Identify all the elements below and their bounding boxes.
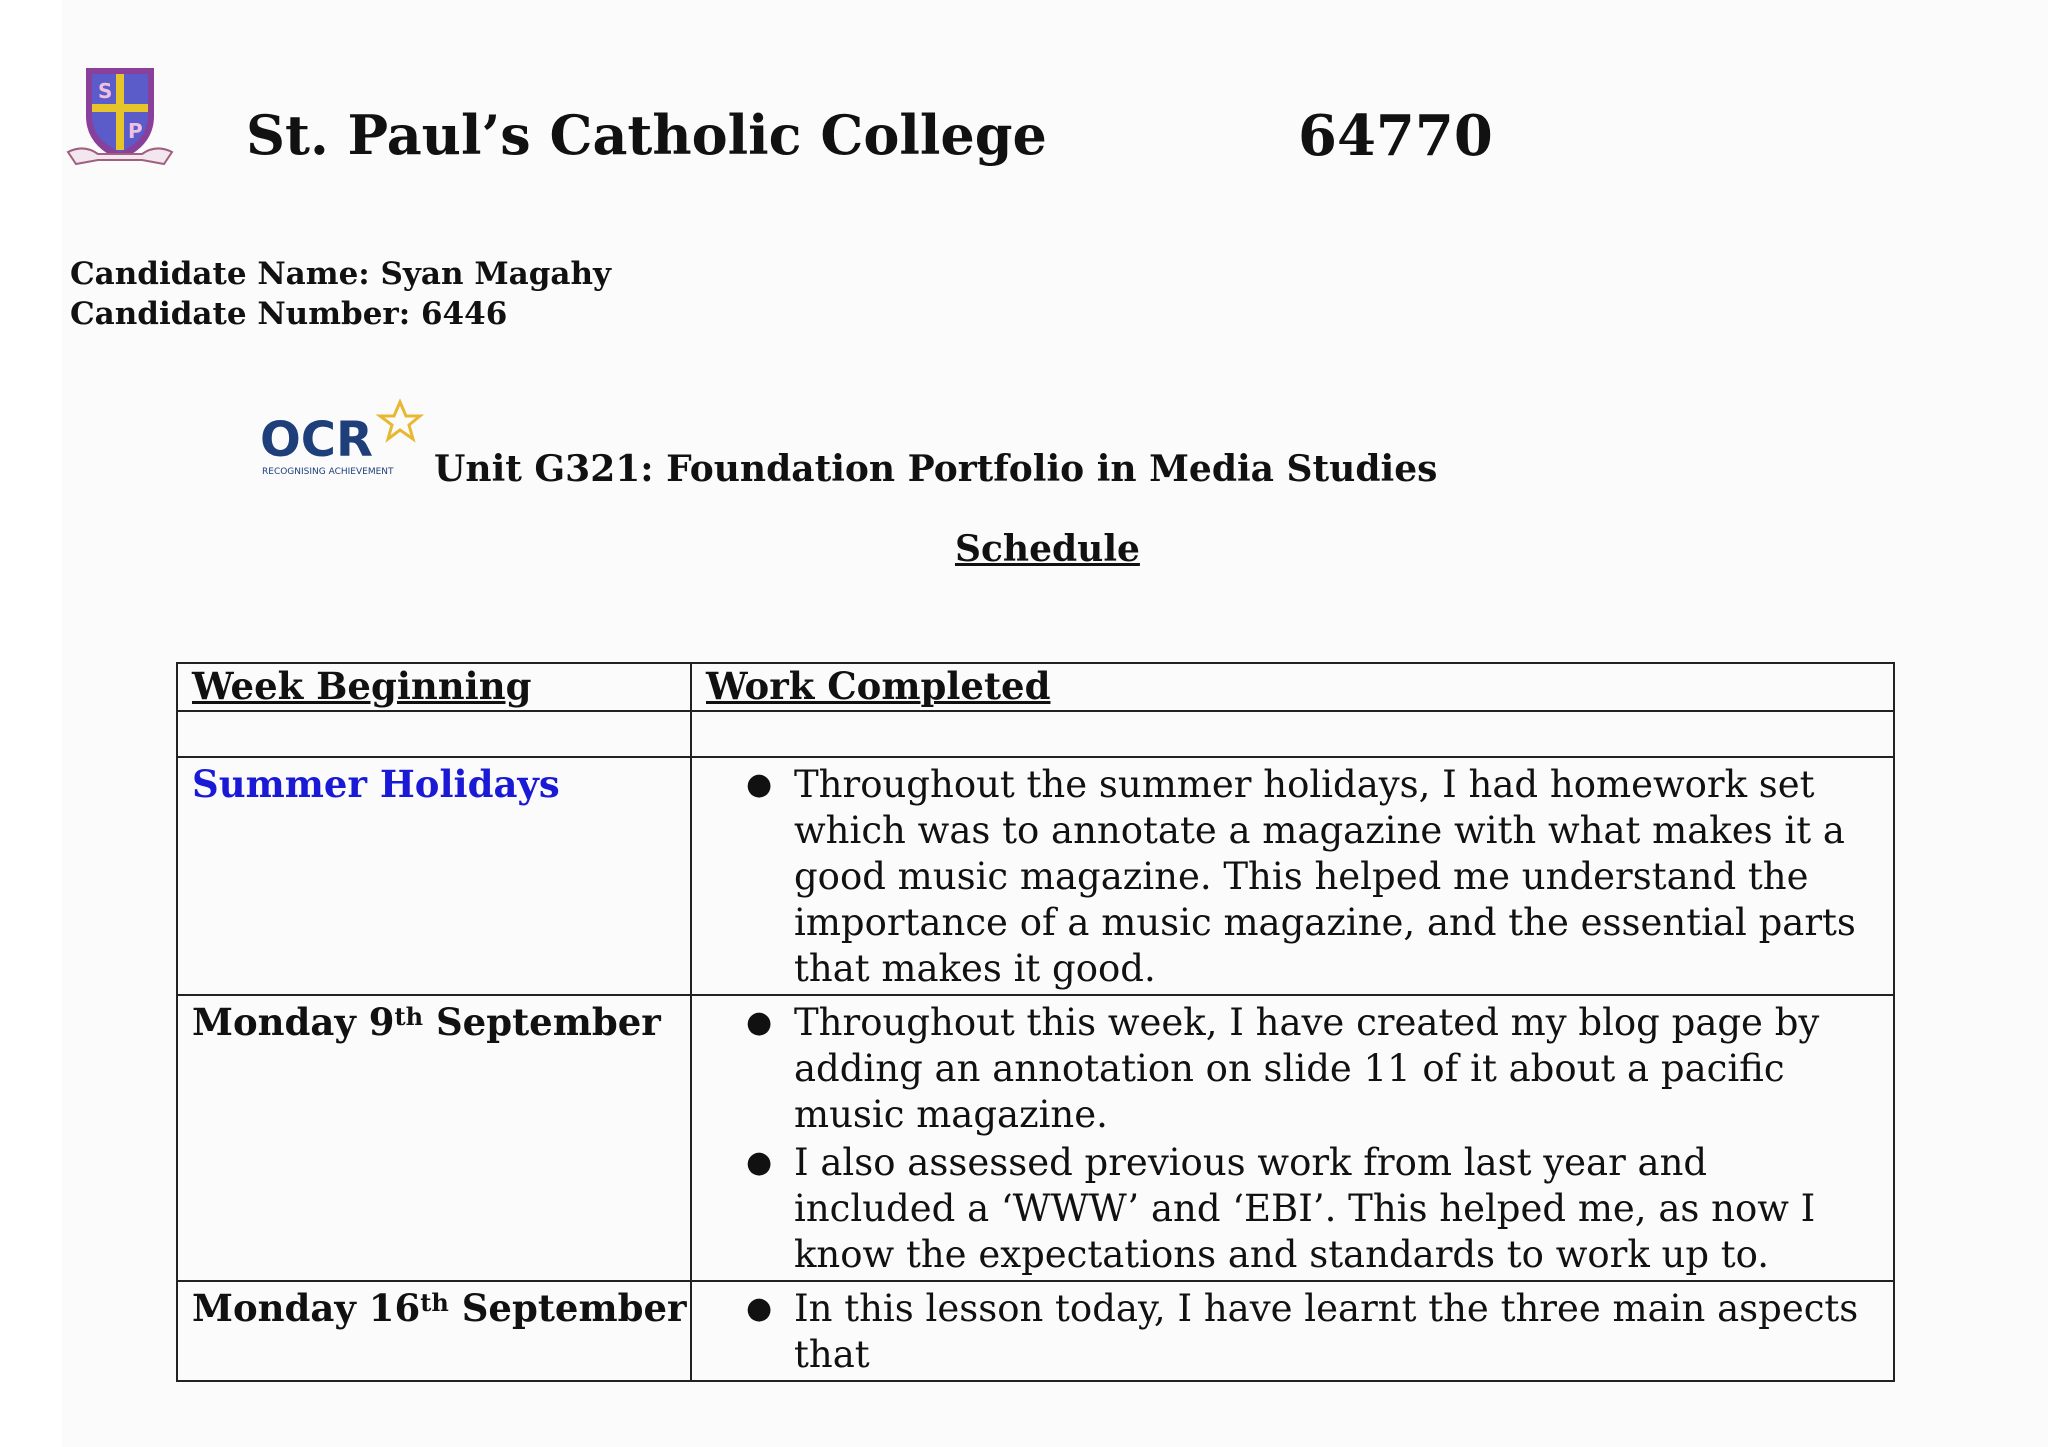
list-item: ● In this lesson today, I have learnt the three main aspects that	[746, 1287, 1859, 1376]
header-work-completed: Work Completed	[691, 663, 1894, 711]
svg-text:P: P	[128, 119, 143, 143]
ocr-logo-icon	[258, 398, 424, 478]
work-cell	[691, 995, 1894, 1281]
week-cell: Summer Holidays	[177, 757, 691, 995]
schedule-title: Schedule	[955, 528, 1140, 570]
week-cell: Monday 16th September	[177, 1281, 691, 1381]
college-title: St. Paul’s Catholic College	[246, 103, 1047, 167]
table-row-empty	[177, 711, 1894, 757]
candidate-number: Candidate Number: 6446	[70, 296, 508, 332]
table-row	[177, 995, 1894, 1281]
bullet-icon: ●	[746, 1145, 773, 1180]
unit-title: Unit G321: Foundation Portfolio in Media Studies	[434, 448, 1438, 490]
work-cell	[691, 757, 1894, 995]
work-cell	[691, 1281, 1894, 1381]
week-cell: Monday 9th September	[177, 995, 691, 1281]
svg-text:OCR: OCR	[260, 412, 373, 468]
table-row	[177, 1281, 1894, 1381]
list-item: ● Throughout this week, I have created my blog page by adding an annotation on slide 11 of it about a pacific music magazine.	[746, 1001, 1820, 1136]
college-crest-icon	[64, 64, 176, 172]
list-item: ● I also assessed previous work from last year and included a ‘WWW’ and ‘EBI’. This helped me, as now I know the expectations and standards to work up to.	[746, 1141, 1816, 1276]
candidate-name: Candidate Name: Syan Magahy	[70, 256, 612, 292]
header-week-beginning: Week Beginning	[177, 663, 691, 711]
table-header-row	[177, 663, 1894, 711]
bullet-icon: ●	[746, 1005, 773, 1040]
schedule-table	[176, 662, 1895, 1382]
svg-text:RECOGNISING ACHIEVEMENT: RECOGNISING ACHIEVEMENT	[262, 467, 394, 477]
table-row	[177, 757, 1894, 995]
candidate-info	[70, 254, 611, 334]
centre-number: 64770	[1298, 103, 1493, 169]
bullet-icon: ●	[746, 767, 773, 802]
svg-text:S: S	[98, 79, 113, 103]
bullet-icon: ●	[746, 1291, 773, 1326]
list-item: ● Throughout the summer holidays, I had homework set which was to annotate a magazine with what makes it a good music magazine. This helped me understand the importance of a music magazine, and the essential parts that makes it good.	[746, 763, 1856, 990]
